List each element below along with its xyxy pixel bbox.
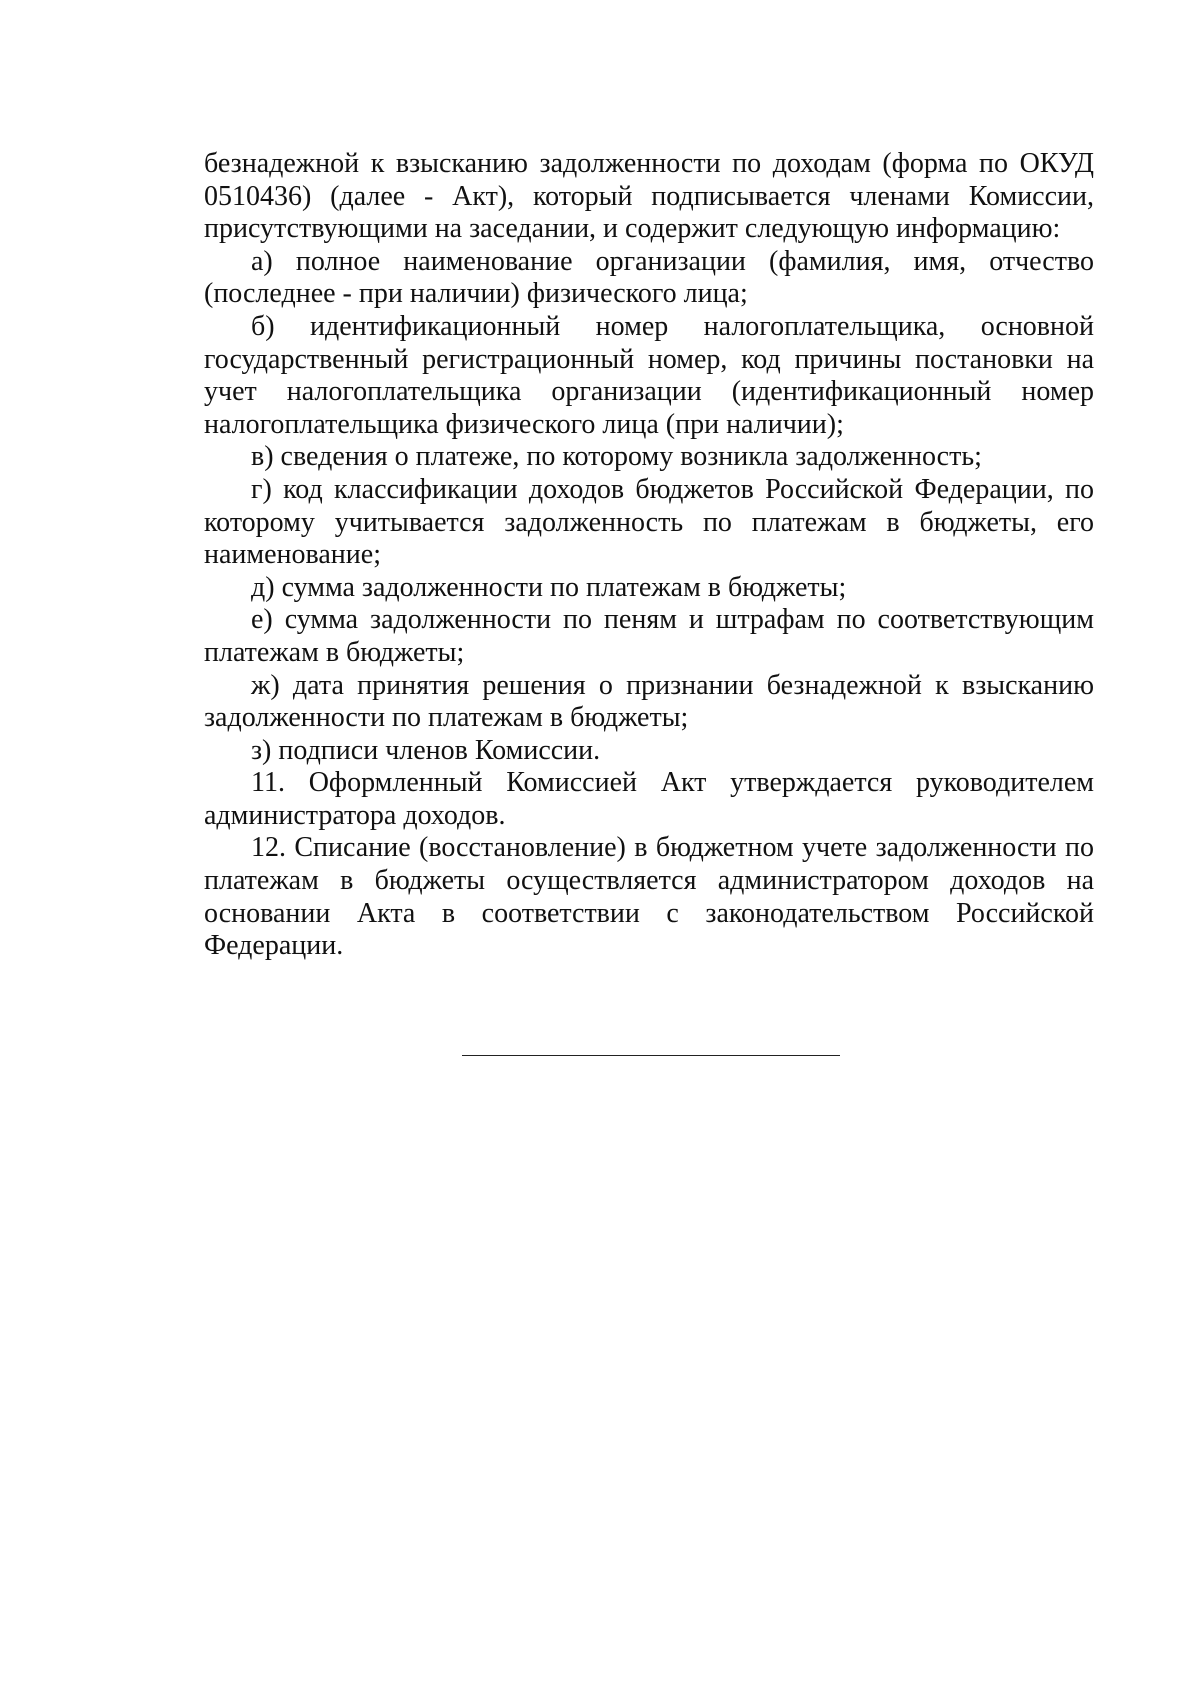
paragraph-item-v: в) сведения о платеже, по которому возникла задолженность; xyxy=(251,441,982,473)
paragraph-item-d: д) сумма задолженности по платежам в бюджеты; xyxy=(251,571,847,603)
paragraph-item-z: з) подписи членов Комиссии. xyxy=(251,734,601,766)
paragraph-item-b: б) идентификационный номер налогоплательщика, основной государственный регистрационный номер, код причины постановки на учет налогоплательщика организации (идентификационный номер налогоплательщика физического лица (при наличии); xyxy=(204,310,1094,440)
paragraph-item-e: е) сумма задолженности по пеням и штрафам по соответствующим платежам в бюджеты; xyxy=(204,604,1094,668)
document-body xyxy=(204,148,1094,963)
paragraph-clause-12: 12. Списание (восстановление) в бюджетном учете задолженности по платежам в бюджеты осуществляется администратором доходов на основании Акта в соответствии с законодательством Российской Федерации. xyxy=(204,832,1094,962)
paragraph-continuation: безнадежной к взысканию задолженности по доходам (форма по ОКУД 0510436) (далее - Акт), который подписывается членами Комиссии, присутствующими на заседании, и содержит следующую информацию: xyxy=(204,148,1094,245)
closing-divider xyxy=(462,1055,840,1056)
paragraph-item-a: а) полное наименование организации (фамилия, имя, отчество (последнее - при наличии) физического лица; xyxy=(204,245,1094,310)
paragraph-item-zh: ж) дата принятия решения о признании безнадежной к взысканию задолженности по платежам в бюджеты; xyxy=(204,669,1094,734)
paragraph-item-g: г) код классификации доходов бюджетов Российской Федерации, по которому учитывается задолженность по платежам в бюджеты, его наименование; xyxy=(204,473,1094,571)
paragraph-clause-11: 11. Оформленный Комиссией Акт утверждается руководителем администратора доходов. xyxy=(204,767,1094,831)
